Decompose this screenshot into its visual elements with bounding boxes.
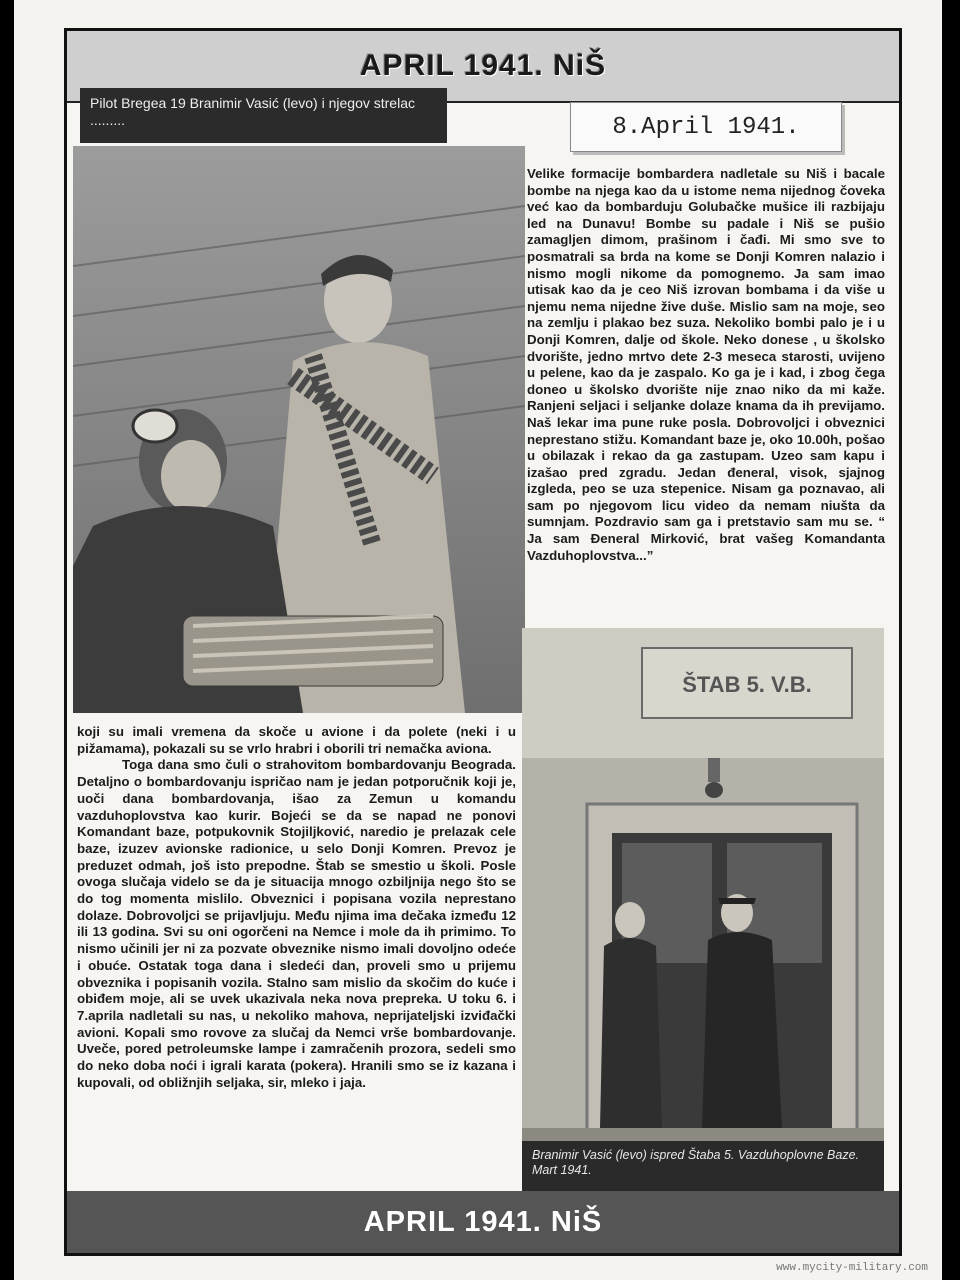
photo-headquarters-caption: Branimir Vasić (levo) ispred Štaba 5. Vazduhoplovne Baze. Mart 1941. <box>522 1141 884 1191</box>
article-left-column <box>77 724 516 1091</box>
photo-pilot-and-gunner-image <box>73 146 525 713</box>
photo-headquarters <box>522 628 884 1191</box>
photo-pilot-and-gunner <box>73 146 525 713</box>
article-frame <box>64 28 902 1256</box>
article-right-column <box>527 166 885 564</box>
hq-sign-text: ŠTAB 5. V.B. <box>682 672 812 697</box>
page <box>14 0 942 1280</box>
photo-pilot-caption: Pilot Bregea 19 Branimir Vasić (levo) i njegov strelac ......... <box>80 88 447 143</box>
date-stamp: 8.April 1941. <box>570 102 842 152</box>
article-left-paragraph-2: Toga dana smo čuli o strahovitom bombardovanju Beograda. Detaljno o bombardovanju ispričao nam je jedan potporučnik koji je, uoči dana bombardovanja, išao za Zemun u komandu vazduhoplovstva kao kurir. Bojeći se da se napad ne ponovi Komandant baze, potpukovnik Stojiljković, naredio je prelazak cele baze, izuzev avionske radionice, u selo Donji Komren. Prevoz je preduzet odmah, još isto prepodne. Štab se smestio u školi. Posle ovoga slučaja videlo se da je situacija mnogo ozbiljnija nego što se do tog momenta mislilo. Obveznici i popisana vozila neprestano dolaze. Dobrovoljci se prijavljuju. Među njima ima dečaka između 12 ili 13 godina. Svi su oni ogorčeni na Nemce i mole da ih primimo. To nismo učinili jer ni za pozvate obveznike nismo imali dovoljno odeće i obuće. Ostatak toga dana i sledeći dan, proveli smo u prijemu obveznika i popisanih vozila. Stalno sam mislio da skočim do kuće i obiđem moje, ali se uvek ukazivala neka nova prepreka. U toku 6. i 7.aprila nadletali su nas, u nekoliko mahova, neprijateljski izviđački avioni. Kopali smo rovove za slučaj da Nemci vrše bombardovanje. Uveče, pored petroleumske lampe i zamračenih prozora, sedeli smo do neko doba noći i igrali karata (pokera). Hranili smo se iz kazana i kupovali, od obližnjih seljaka, sir, mleko i jaja. <box>77 757 516 1090</box>
photo-headquarters-image <box>522 628 884 1191</box>
footer-title: APRIL 1941. NiŠ <box>363 1205 603 1238</box>
article-left-paragraph-1: koji su imali vremena da skoče u avione i da polete (neki i u pižamama), pokazali su se vrlo hrabri i oborili tri nemačka aviona. <box>77 724 516 756</box>
watermark: www.mycity-military.com <box>776 1262 928 1274</box>
page-title: APRIL 1941. NiŠ <box>359 49 607 82</box>
article-right-text: Velike formacije bombardera nadletale su Niš i bacale bombe na njega kao da u istome nema nijednog čoveka već kao da bombarduju Golubačke mušice ili razbijaju led na Dunavu! Bombe su padale i Niš se pušio zamagljen dimom, prašinom i čađi. Mi smo sve to posmatrali sa brda na kome se Donji Komren nalazio i nismo mogli nikome da pomognemo. Ja sam imao utisak kao da je ceo Niš izrovan bombama i da više u njemu nema nijedne žive duše. Mislio sam na moje, seo na zemlju i plakao bez suza. Nekoliko bombi palo je i u Donji Komren, dalje od škole. Neko donese , u školsko dvorište, jedno mrtvo dete 2-3 meseca starosti, uvijeno u pelene, kao da je zaspalo. Ko ga je i kad, i zbog čega doneo u školsko dvorište nije znao niko da mi kaže. Ranjeni seljaci i seljanke dolaze knama da ih previjamo. Naš lekar ima pune ruke posla. Dobrovoljci i obveznici neprestano stižu. Komandant baze je, oko 10.00h, pošao u obilazak i rekao da ga zastupam. Uzeo sam kapu i izašao pred zgradu. Jedan đeneral, visok, sjajnog izgleda, peo se uza stepenice. Nisam ga poznavao, ali sam po njegovom licu video da nemam niušta da sumnjam. Pozdravio sam ga i pretstavio sam mu se. “ Ja sam Đeneral Mirković, brat vašeg Komandanta Vazduhoplovstva...” <box>527 166 885 563</box>
footer-band <box>67 1191 899 1253</box>
